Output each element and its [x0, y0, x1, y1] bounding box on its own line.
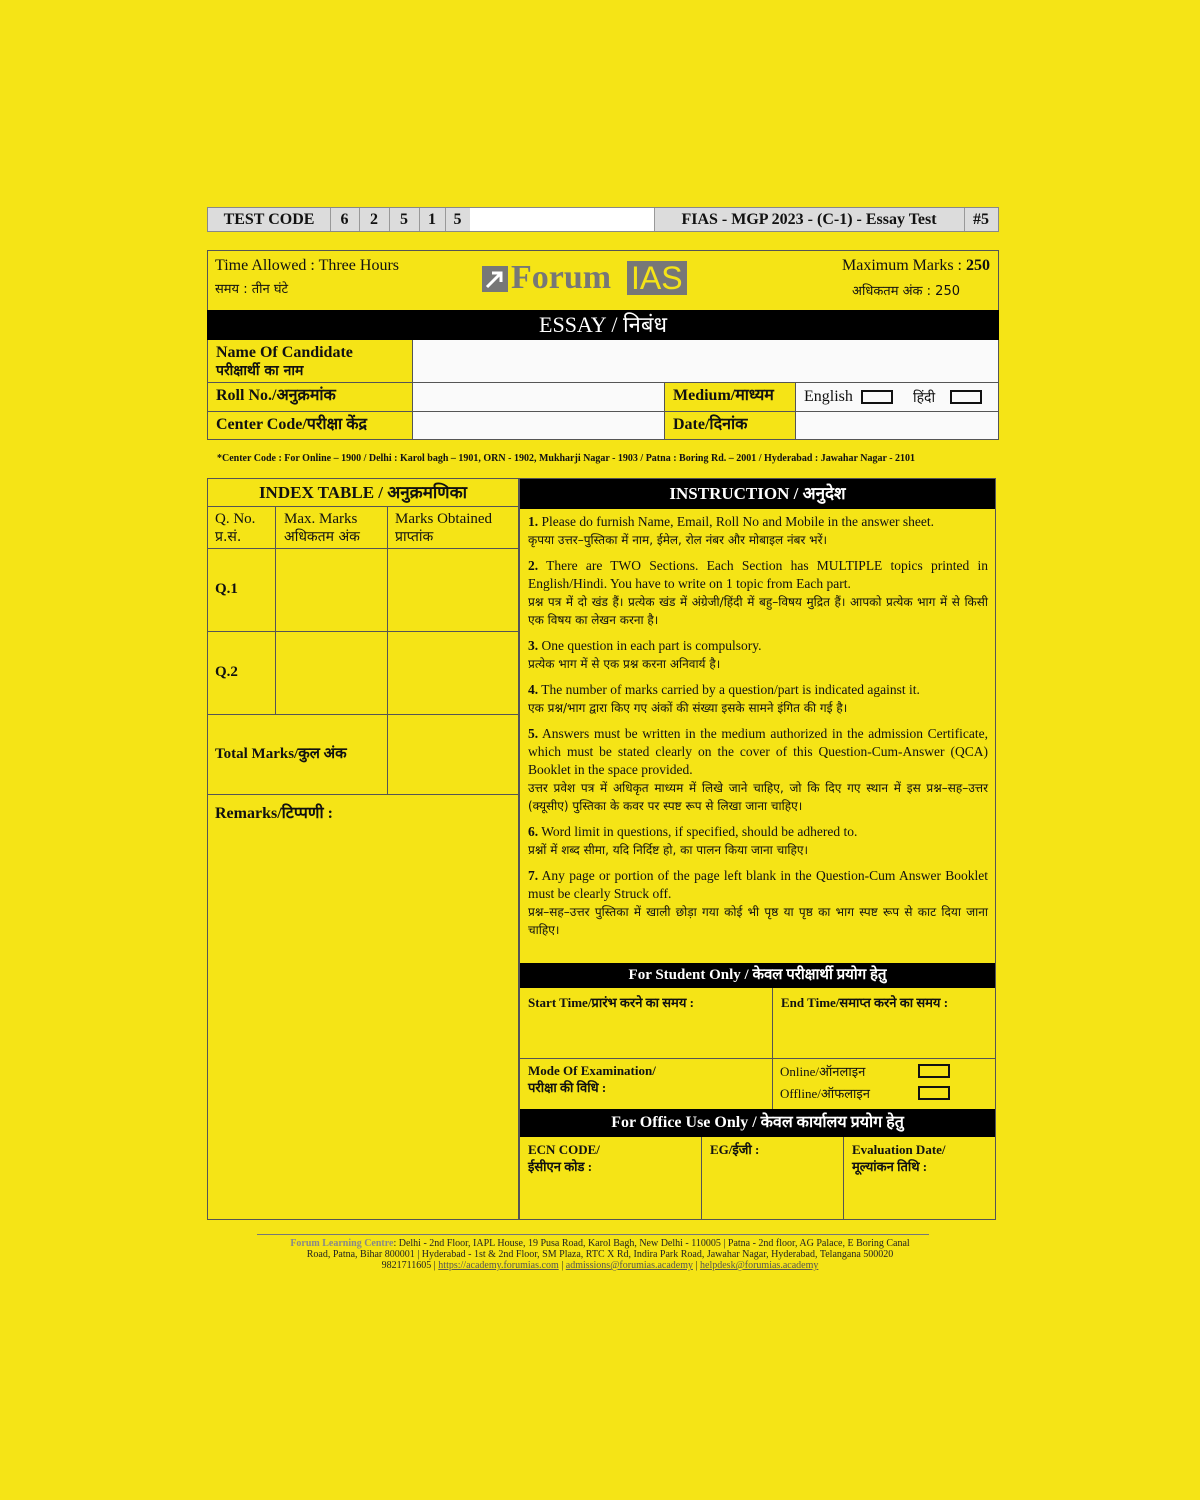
instruction-item: 4. The number of marks carried by a question/part is indicated against it. एक प्रश्न/भाग द्वारा किए गए अंकों की संख्या इसके सामने इंगित की गई है। [528, 682, 920, 715]
col-max-marks-header: Max. Marks अधिकतम अंक [276, 507, 388, 549]
office-use-bar: For Office Use Only / केवल कार्यालय प्रयोग हेतु [520, 1109, 995, 1137]
q2-marks-obtained-cell[interactable] [388, 632, 518, 715]
offline-label: Offline/ऑफलाइन [780, 1086, 871, 1101]
roll-field[interactable] [413, 383, 665, 412]
footer-website-link[interactable]: https://academy.forumias.com [438, 1260, 559, 1271]
mode-options [773, 1059, 995, 1109]
instruction-item: 7. Any page or portion of the page left blank in the Question-Cum Answer Booklet must be clearly Struck off. प्रश्न–सह–उत्तर पुस्तिका में खाली छोड़ा गया कोई भी पृष्ठ या पृष्ठ का भाग स्पष्ट रूप से काट दिया जाना चाहिए। [528, 868, 988, 937]
eg-label: EG/ईजी : [710, 1142, 760, 1157]
instruction-item: 1. Please do furnish Name, Email, Roll No and Mobile in the answer sheet. कृपया उत्तर–पुस्तिका में नाम, ईमेल, रोल नंबर और मोबाइल नंबर भरें। [528, 514, 935, 547]
remarks-area[interactable] [208, 824, 518, 1219]
logo-arrow-icon [482, 266, 508, 292]
instruction-title: INSTRUCTION / अनुदेश [520, 479, 995, 509]
offline-checkbox[interactable] [918, 1086, 950, 1100]
test-code-label: TEST CODE [208, 208, 331, 231]
time-allowed-hindi: समय : तीन घंटे [215, 282, 289, 297]
hindi-checkbox[interactable] [950, 390, 982, 404]
test-code-bar [207, 207, 999, 232]
mode-label: Mode Of Examination/ परीक्षा की विधि : [528, 1063, 656, 1095]
max-marks-value: 250 [966, 257, 990, 274]
start-time-cell[interactable] [520, 988, 773, 1059]
q1-max-marks-cell[interactable] [276, 549, 388, 632]
instruction-item: 2. There are TWO Sections. Each Section has MULTIPLE topics printed in English/Hindi. You have to write on 1 topic from Each part. प्रश्न पत्र में दो खंड हैं। प्रत्येक खंड में अंग्रेजी/हिंदी में बहु–विषय मुद्रित हैं। आपको प्रत्येक भाग में से किसी एक विषय का लेखन करना है। [528, 558, 988, 627]
hindi-label: हिंदी [913, 390, 936, 406]
q2-max-marks-cell[interactable] [276, 632, 388, 715]
evaluation-date-cell[interactable] [844, 1137, 995, 1219]
col-marks-obtained-header: Marks Obtained प्राप्तांक [388, 507, 518, 549]
max-marks [842, 257, 990, 275]
footer-line1: Forum Learning Centre: Delhi - 2nd Floor, IAPL House, 19 Pusa Road, Karol Bagh, New Delhi - 110005 | Patna - 2nd floor, AG Palace, E Boring Canal [290, 1238, 910, 1249]
q2-label: Q.2 [208, 632, 276, 715]
mode-cell [520, 1059, 773, 1109]
footer-line3: 9821711605 | https://academy.forumias.com | admissions@forumias.academy | helpdesk@forumias.academy [381, 1260, 819, 1271]
header-box [207, 250, 999, 310]
test-title: FIAS - MGP 2023 - (C-1) - Essay Test [654, 208, 965, 231]
q1-marks-obtained-cell[interactable] [388, 549, 518, 632]
footer-phone: 9821711605 [381, 1260, 432, 1271]
max-marks-hindi: अधिकतम अंक : 250 [852, 284, 960, 299]
test-code-digit: 5 [389, 208, 420, 231]
online-checkbox[interactable] [918, 1064, 950, 1078]
total-marks-cell[interactable] [388, 715, 518, 795]
date-label: Date/दिनांक [673, 416, 748, 433]
forumias-logo [482, 259, 692, 295]
q1-label: Q.1 [208, 549, 276, 632]
index-table [207, 478, 519, 1220]
instruction-item: 3. One question in each part is compulsory. प्रत्येक भाग में से एक प्रश्न करना अनिवार्य है। [528, 638, 762, 671]
eg-cell[interactable] [702, 1137, 844, 1219]
total-marks-label: Total Marks/कुल अंक [208, 715, 388, 795]
time-allowed: Time Allowed : Three Hours [215, 257, 399, 274]
footer-line2: Road, Patna, Bihar 800001 | Hyderabad - 1st & 2nd Floor, SM Plaza, RTC X Rd, Indira Park Road, Jawahar Nagar, Hyderabad, Telangana 500020 [306, 1249, 894, 1260]
center-field[interactable] [413, 412, 665, 439]
test-code-digit: 1 [419, 208, 446, 231]
name-field[interactable] [413, 340, 998, 383]
max-marks-label: Maximum Marks : [842, 257, 966, 274]
roll-label-cell [208, 383, 413, 412]
student-only-bar: For Student Only / केवल परीक्षार्थी प्रयोग हेतु [520, 963, 995, 988]
date-label-cell [665, 412, 796, 439]
name-label: Name Of Candidate परीक्षार्थी का नाम [216, 344, 353, 379]
essay-title-bar: ESSAY / निबंध [207, 310, 999, 340]
test-number: #5 [973, 211, 989, 228]
evaluation-date-label: Evaluation Date/ मूल्यांकन तिथि : [852, 1142, 946, 1174]
center-label: Center Code/परीक्षा केंद्र [216, 416, 367, 433]
test-code-digit: 2 [359, 208, 390, 231]
instruction-list [528, 513, 988, 947]
center-label-cell [208, 412, 413, 439]
end-time-label: End Time/समाप्त करने का समय : [781, 995, 949, 1010]
name-label-cell [208, 340, 413, 383]
footer-brand: Forum Learning Centre [290, 1238, 394, 1249]
footer-admissions-email[interactable]: admissions@forumias.academy [565, 1260, 693, 1271]
medium-label-cell [665, 383, 796, 412]
logo-ias-text: IAS [627, 261, 687, 295]
footer-helpdesk-email[interactable]: helpdesk@forumias.academy [700, 1260, 819, 1271]
english-checkbox[interactable] [861, 390, 893, 404]
medium-options [796, 383, 998, 412]
ecn-code-label: ECN CODE/ ईसीएन कोड : [528, 1142, 600, 1174]
logo-forum-text: Forum [511, 259, 612, 296]
test-code-digit: 6 [330, 208, 360, 231]
index-table-title: INDEX TABLE / अनुक्रमणिका [208, 479, 518, 507]
remarks-label: Remarks/टिप्पणी : [215, 805, 333, 822]
english-label: English [804, 388, 853, 405]
instruction-item: 5. Answers must be written in the medium authorized in the admission Certificate, which must be stated clearly on the cover of this Question-Cum-Answer (QCA) Booklet in the space provided. उत्तर प्रवेश पत्र में अधिकृत माध्यम में लिखे जाने चाहिए, जो कि दिए गए स्थान में इस प्रश्न–सह–उत्तर (क्यूसीए) पुस्तिका के कवर पर स्पष्ट रूप से लिखा जाना चाहिए। [528, 726, 988, 813]
col-qno-header: Q. No. प्र.सं. [208, 507, 276, 549]
start-time-label: Start Time/प्रारंभ करने का समय : [528, 995, 694, 1010]
instruction-panel [519, 478, 996, 1220]
blank-code-field [470, 208, 655, 231]
instruction-item: 6. Word limit in questions, if specified, should be adhered to. प्रश्नों में शब्द सीमा, यदि निर्दिष्ट हो, का पालन किया जाना चाहिए। [528, 824, 858, 857]
medium-label: Medium/माध्यम [673, 387, 774, 404]
ecn-code-cell[interactable] [520, 1137, 702, 1219]
footer-divider [257, 1234, 929, 1235]
roll-label: Roll No./अनुक्रमांक [216, 387, 336, 404]
online-label: Online/ऑनलाइन [780, 1064, 866, 1079]
test-code-digit: 5 [445, 208, 471, 231]
candidate-form [207, 340, 999, 440]
end-time-cell[interactable] [773, 988, 995, 1059]
footer [230, 1238, 970, 1271]
center-code-note: *Center Code : For Online – 1900 / Delhi : Karol bagh – 1901, ORN - 1902, Mukharji Nagar - 1903 / Patna : Boring Rd. – 2001 / Hyderabad : Jawahar Nagar - 2101 [217, 453, 916, 464]
date-field[interactable] [796, 412, 998, 439]
